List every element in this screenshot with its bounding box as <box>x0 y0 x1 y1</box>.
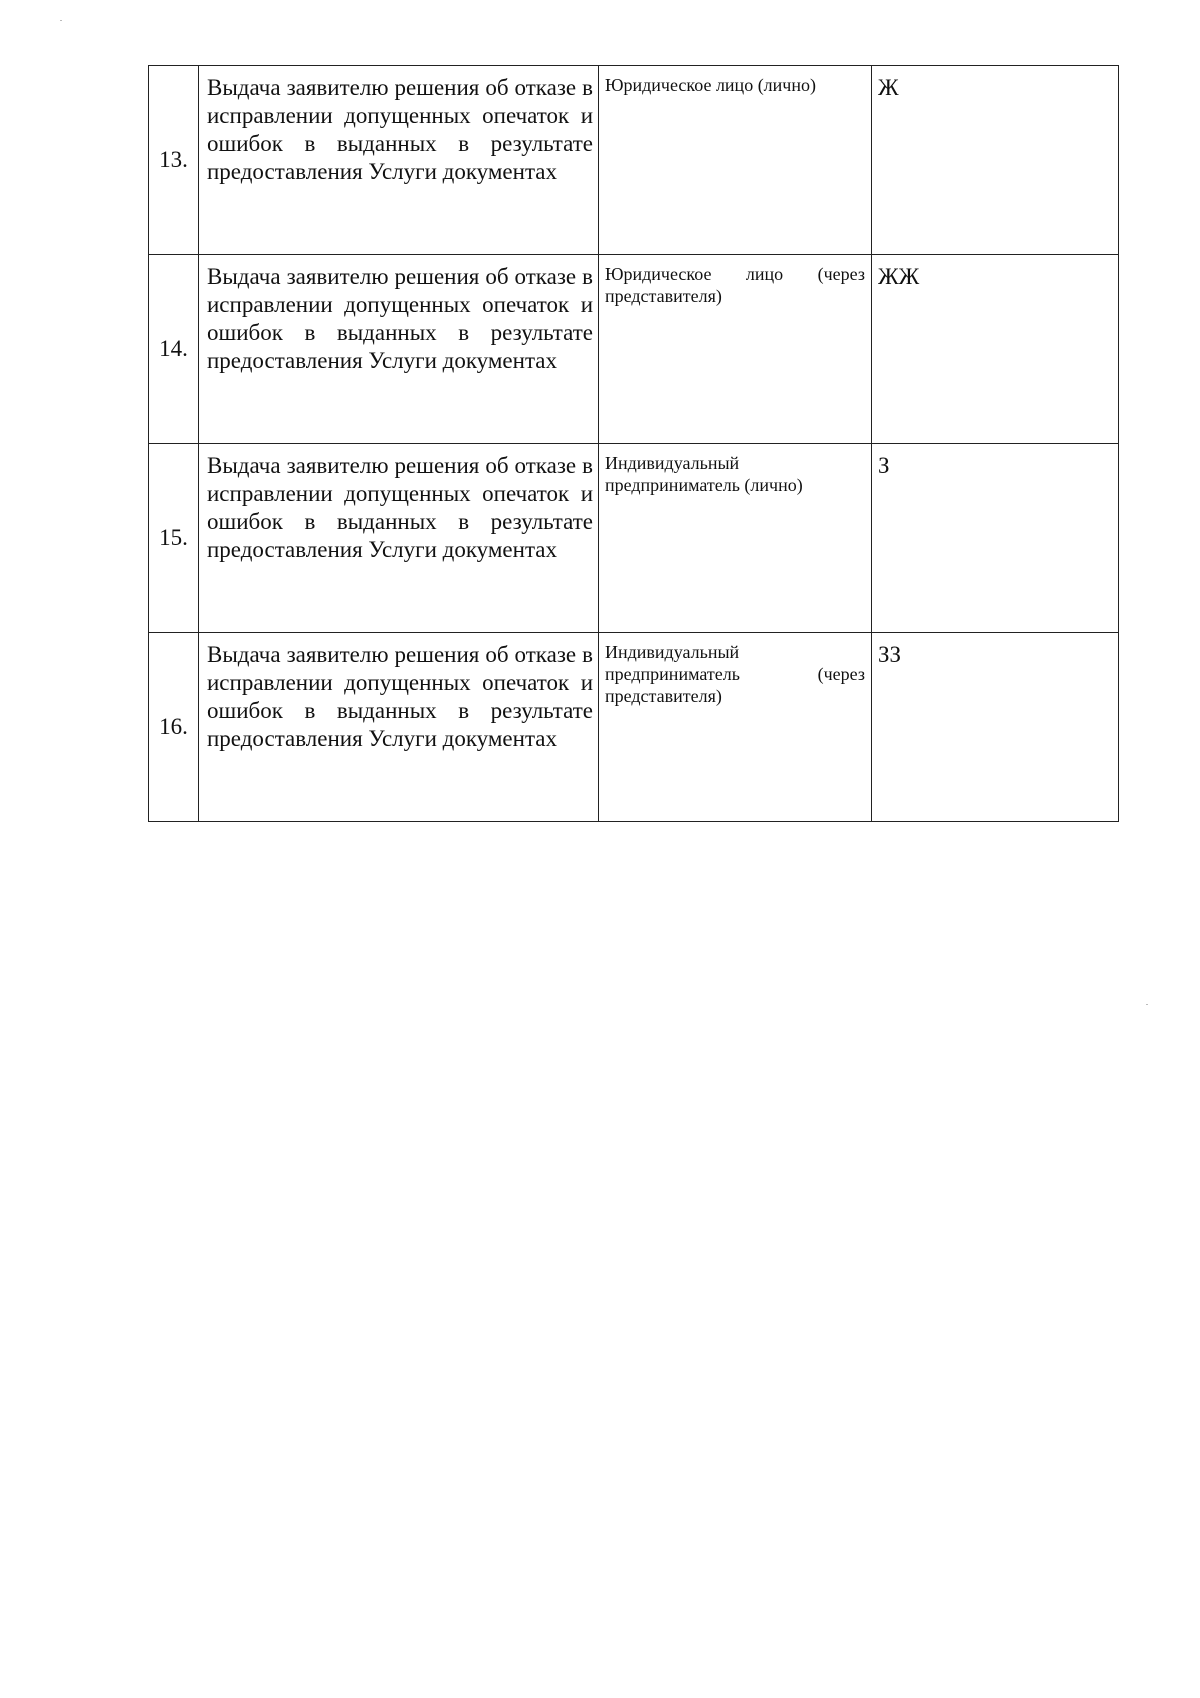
row-description-cell <box>199 444 599 633</box>
row-applicant: Индивидуальный предприниматель (через представителя) <box>605 642 865 706</box>
row-number: 13. <box>149 66 199 255</box>
row-number: 16. <box>149 633 199 822</box>
row-variant-cell <box>872 444 1119 633</box>
row-applicant-cell <box>599 444 872 633</box>
row-number: 14. <box>149 255 199 444</box>
row-applicant: Индивидуальный предприниматель (лично) <box>605 453 803 495</box>
row-applicant-cell <box>599 633 872 822</box>
table-row <box>149 255 1119 444</box>
row-description-cell <box>199 633 599 822</box>
row-variant-cell <box>872 255 1119 444</box>
row-applicant-cell <box>599 66 872 255</box>
scan-speck <box>60 20 62 21</box>
row-applicant: Юридическое лицо (через представителя) <box>605 264 865 306</box>
services-table <box>148 65 1119 822</box>
row-variant: З <box>878 453 890 478</box>
row-number: 15. <box>149 444 199 633</box>
row-variant: Ж <box>878 75 899 100</box>
row-variant-cell <box>872 66 1119 255</box>
row-description: Выдача заявителю решения об отказе в исправлении допущенных опечаток и ошибок в выданных в результате предоставления Услуги документах <box>207 264 593 373</box>
row-applicant: Юридическое лицо (лично) <box>605 75 816 95</box>
row-description: Выдача заявителю решения об отказе в исправлении допущенных опечаток и ошибок в выданных в результате предоставления Услуги документах <box>207 75 593 184</box>
row-description: Выдача заявителю решения об отказе в исправлении допущенных опечаток и ошибок в выданных в результате предоставления Услуги документах <box>207 642 593 751</box>
row-variant-cell <box>872 633 1119 822</box>
row-description-cell <box>199 66 599 255</box>
table-row <box>149 633 1119 822</box>
table-row <box>149 444 1119 633</box>
table-row <box>149 66 1119 255</box>
row-applicant-cell <box>599 255 872 444</box>
row-description: Выдача заявителю решения об отказе в исправлении допущенных опечаток и ошибок в выданных в результате предоставления Услуги документах <box>207 453 593 562</box>
row-variant: ЗЗ <box>878 642 902 667</box>
row-description-cell <box>199 255 599 444</box>
scan-speck <box>1146 1004 1148 1005</box>
row-variant: ЖЖ <box>878 264 920 289</box>
